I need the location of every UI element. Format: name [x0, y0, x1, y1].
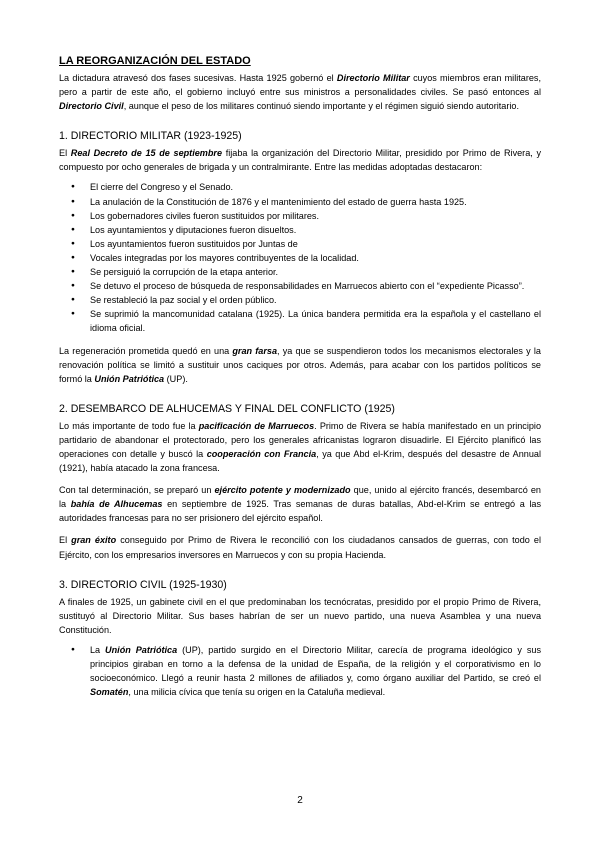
list-item: ● Vocales integradas por los mayores contribuyentes de la localidad.: [59, 251, 541, 265]
list-item: ● Los ayuntamientos y diputaciones fueron disueltos.: [59, 223, 541, 237]
list-item: ● La Unión Patriótica (UP), partido surgido en el Directorio Militar, carecía de programa ideológico y sus principios giraban en torno a la defensa de la unidad de España, de la religión y el corporativismo en lo socioeconómico. Llegó a reunir hasta 2 millones de afiliados y, como órgano auxiliar del Partido, se creó el Somatén, una milicia cívica que tenía su origen en la Cataluña medieval.: [59, 643, 541, 699]
intro-paragraph: La dictadura atravesó dos fases sucesivas. Hasta 1925 gobernó el Directorio Militar cuyos miembros eran militares, pero a partir de este año, el gobierno incluyó entre sus ministros a personalidades civiles. Se pasó entonces al Directorio Civil, aunque el peso de los militares continuó siendo importante y el régimen siguió siendo autoritario.: [59, 73, 541, 112]
list-item: ● Se restableció la paz social y el orden público.: [59, 293, 541, 307]
section-3-paragraph-1: A finales de 1925, un gabinete civil en el que predominaban los tecnócratas, presidido por el propio Primo de Rivera, sustituyó al Directorio Militar. Sus bases habrían de ser un nuevo partido, una nueva Asamblea y una nueva Constitución.: [59, 596, 541, 635]
section-heading-2: 2. DESEMBARCO DE ALHUCEMAS Y FINAL DEL CONFLICTO (1925): [59, 402, 395, 415]
list-item: ● El cierre del Congreso y el Senado.: [59, 180, 541, 194]
civil-list: [59, 643, 541, 699]
section-1-paragraph-1: El Real Decreto de 15 de septiembre fijaba la organización del Directorio Militar, presidido por Primo de Rivera, y compuesto por ocho generales de brigada y un contralmirante. Entre las medidas adoptadas destacaron:: [59, 148, 541, 173]
document-page: [59, 55, 541, 699]
list-item: ● Se suprimió la mancomunidad catalana (1925). La única bandera permitida era la española y el castellano el idioma oficial.: [59, 307, 541, 335]
page-number: 2: [297, 795, 303, 806]
section-1-paragraph-2: La regeneración prometida quedó en una gran farsa, ya que se suspendieron todos los mecanismos electorales y la renovación política se limitó a sustituir unos caciques por otros. Además, para acabar con los partidos políticos se formó la Unión Patriótica (UP).: [59, 345, 541, 384]
list-item: ● La anulación de la Constitución de 1876 y el mantenimiento del estado de guerra hasta 1925.: [59, 195, 541, 209]
section-heading-1: 1. DIRECTORIO MILITAR (1923-1925): [59, 130, 242, 143]
list-item: ● Se detuvo el proceso de búsqueda de responsabilidades en Marruecos abierto con el “expediente Picasso”.: [59, 279, 541, 293]
list-item: ● Se persiguió la corrupción de la etapa anterior.: [59, 265, 541, 279]
list-item: ● Los ayuntamientos fueron sustituidos por Juntas de: [59, 237, 541, 251]
section-heading-3: 3. DIRECTORIO CIVIL (1925-1930): [59, 578, 227, 591]
section-2-paragraph-3: El gran éxito conseguido por Primo de Rivera le reconcilió con los ciudadanos cansados de guerras, con todo el Ejército, con los empresarios inversores en Marruecos y con su propia Hacienda.: [59, 535, 541, 560]
page-title: LA REORGANIZACIÓN DEL ESTADO: [59, 55, 251, 67]
section-2-paragraph-1: Lo más importante de todo fue la pacificación de Marruecos. Primo de Rivera se había manifestado en un principio partidario de abandonar el protectorado, pero los generales africanistas lograron disuadirle. El Ejército planificó las operaciones con detalle y buscó la cooperación con Francia, ya que Abd el-Krim, después del desastre de Annual (1921), había atacado la zona francesa.: [59, 420, 542, 474]
list-item: ● Los gobernadores civiles fueron sustituidos por militares.: [59, 209, 541, 223]
measures-list: [59, 180, 541, 335]
section-2-paragraph-2: Con tal determinación, se preparó un ejército potente y modernizado que, unido al ejército francés, desembarcó en la bahía de Alhucemas en septiembre de 1925. Tras semanas de duras batallas, Abd-el-Krim se entregó a las autoridades francesas para no ser prisionero del ejército español.: [59, 485, 541, 524]
